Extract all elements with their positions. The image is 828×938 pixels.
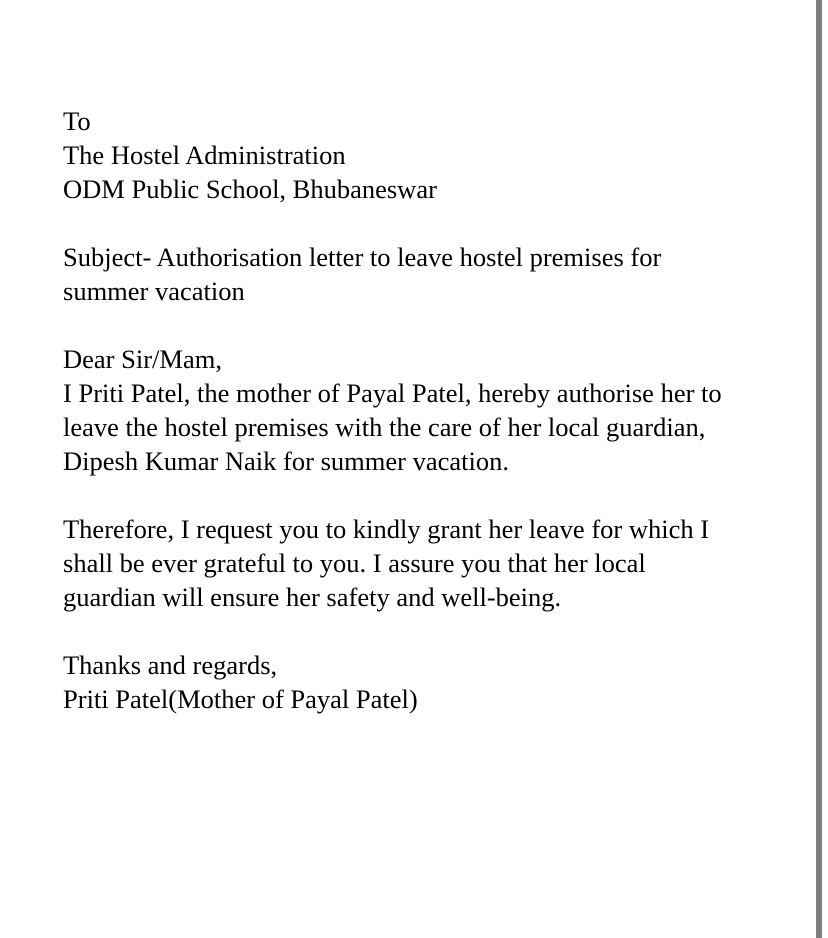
page-edge-border: [816, 0, 822, 938]
spacer: [63, 206, 803, 240]
paragraph-1-line: Dipesh Kumar Naik for summer vacation.: [63, 446, 509, 476]
spacer: [63, 478, 803, 512]
paragraph-1-line: leave the hostel premises with the care of her local guardian,: [63, 412, 706, 442]
spacer: [63, 308, 803, 342]
letter-body: [63, 104, 803, 716]
paragraph-2-line: Therefore, I request you to kindly grant her leave for which I: [63, 514, 710, 544]
subject-line-2: summer vacation: [63, 276, 245, 306]
paragraph-2-line: guardian will ensure her safety and well-being.: [63, 582, 562, 612]
signature: Priti Patel(Mother of Payal Patel): [63, 684, 418, 714]
recipient-to: To: [63, 106, 91, 136]
paragraph-1-line: I Priti Patel, the mother of Payal Patel, hereby authorise her to: [63, 378, 722, 408]
spacer: [63, 614, 803, 648]
salutation: Dear Sir/Mam,: [63, 344, 222, 374]
recipient-line-1: The Hostel Administration: [63, 140, 346, 170]
paragraph-2-line: shall be ever grateful to you. I assure you that her local: [63, 548, 646, 578]
subject-line-1: Subject- Authorisation letter to leave hostel premises for: [63, 242, 662, 272]
recipient-line-2: ODM Public School, Bhubaneswar: [63, 174, 437, 204]
closing: Thanks and regards,: [63, 650, 278, 680]
